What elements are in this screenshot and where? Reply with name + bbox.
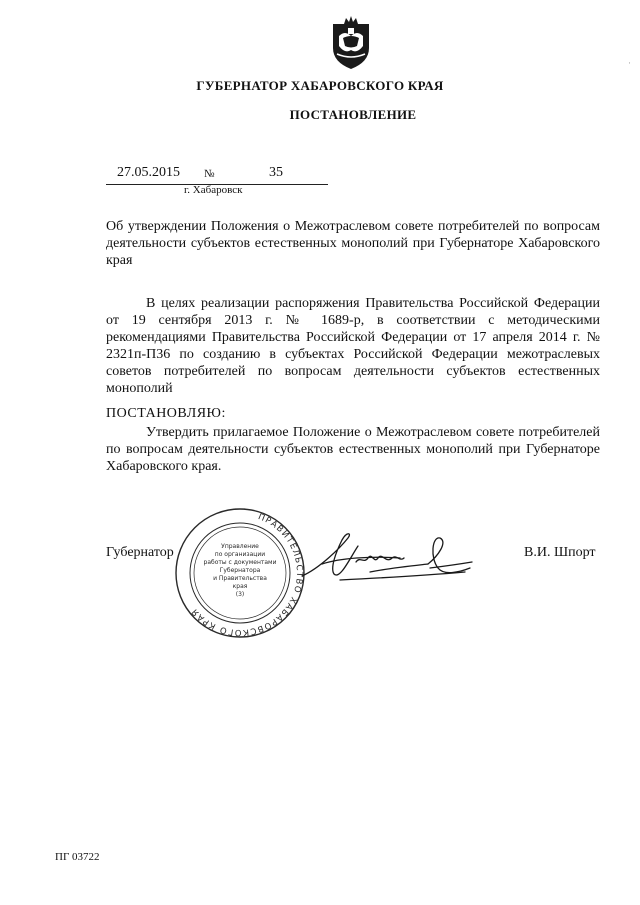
document-type: ПОСТАНОВЛЕНИЕ: [289, 107, 417, 122]
date-number-line: [106, 165, 328, 185]
svg-text:по организации: по организации: [214, 551, 266, 558]
signatory-title: Губернатор: [106, 545, 174, 560]
coat-of-arms-icon: [329, 14, 373, 70]
signatory-name: В.И. Шпорт: [524, 545, 596, 560]
svg-text:работы с документами: работы с документами: [203, 559, 277, 566]
document-number: 35: [269, 165, 283, 180]
document-code: ПГ 03722: [55, 851, 100, 863]
svg-text:края: края: [232, 583, 248, 590]
svg-text:Управление: Управление: [221, 543, 259, 550]
number-sign: №: [204, 168, 215, 180]
city: г. Хабаровск: [184, 184, 243, 196]
document-date: 27.05.2015: [117, 165, 180, 180]
svg-text:Губернатора: Губернатора: [219, 567, 261, 574]
handwritten-signature: [300, 528, 475, 590]
corner-mark: ·: [628, 58, 631, 68]
issuer-title: ГУБЕРНАТОР ХАБАРОВСКОГО КРАЯ: [196, 78, 444, 93]
svg-text:(3): (3): [235, 591, 245, 598]
svg-text:и Правительства: и Правительства: [213, 575, 267, 582]
decree-paragraph: Утвердить прилагаемое Положение о Межотраслевом совете потребителей по вопросам деятельности субъектов естественных монополий при Губернаторе Хабаровского края.: [106, 425, 600, 474]
svg-text:ПРАВИТЕЛЬСТВО ХАБАРОВСКОГО КРА: ПРАВИТЕЛЬСТВО ХАБАРОВСКОГО КРАЯ: [189, 512, 305, 638]
preamble-paragraph: В целях реализации распоряжения Правительства Российской Федерации от 19 сентября 2013 г. № 1689-р, в соответствии с методическими рекомендациями Правительства Российской Федерации от 17 апреля 2014 г. № 2321п-П36 по созданию в субъектах Российской Федерации межотраслевых советов потребителей по вопросам деятельности субъектов естественных монополий: [106, 296, 600, 396]
decree-word: ПОСТАНОВЛЯЮ:: [106, 406, 226, 421]
official-seal: [173, 506, 307, 640]
document-subject: Об утверждении Положения о Межотраслевом совете потребителей по вопросам деятельности субъектов естественных монополий при Губернаторе Хабаровского края: [106, 219, 600, 268]
